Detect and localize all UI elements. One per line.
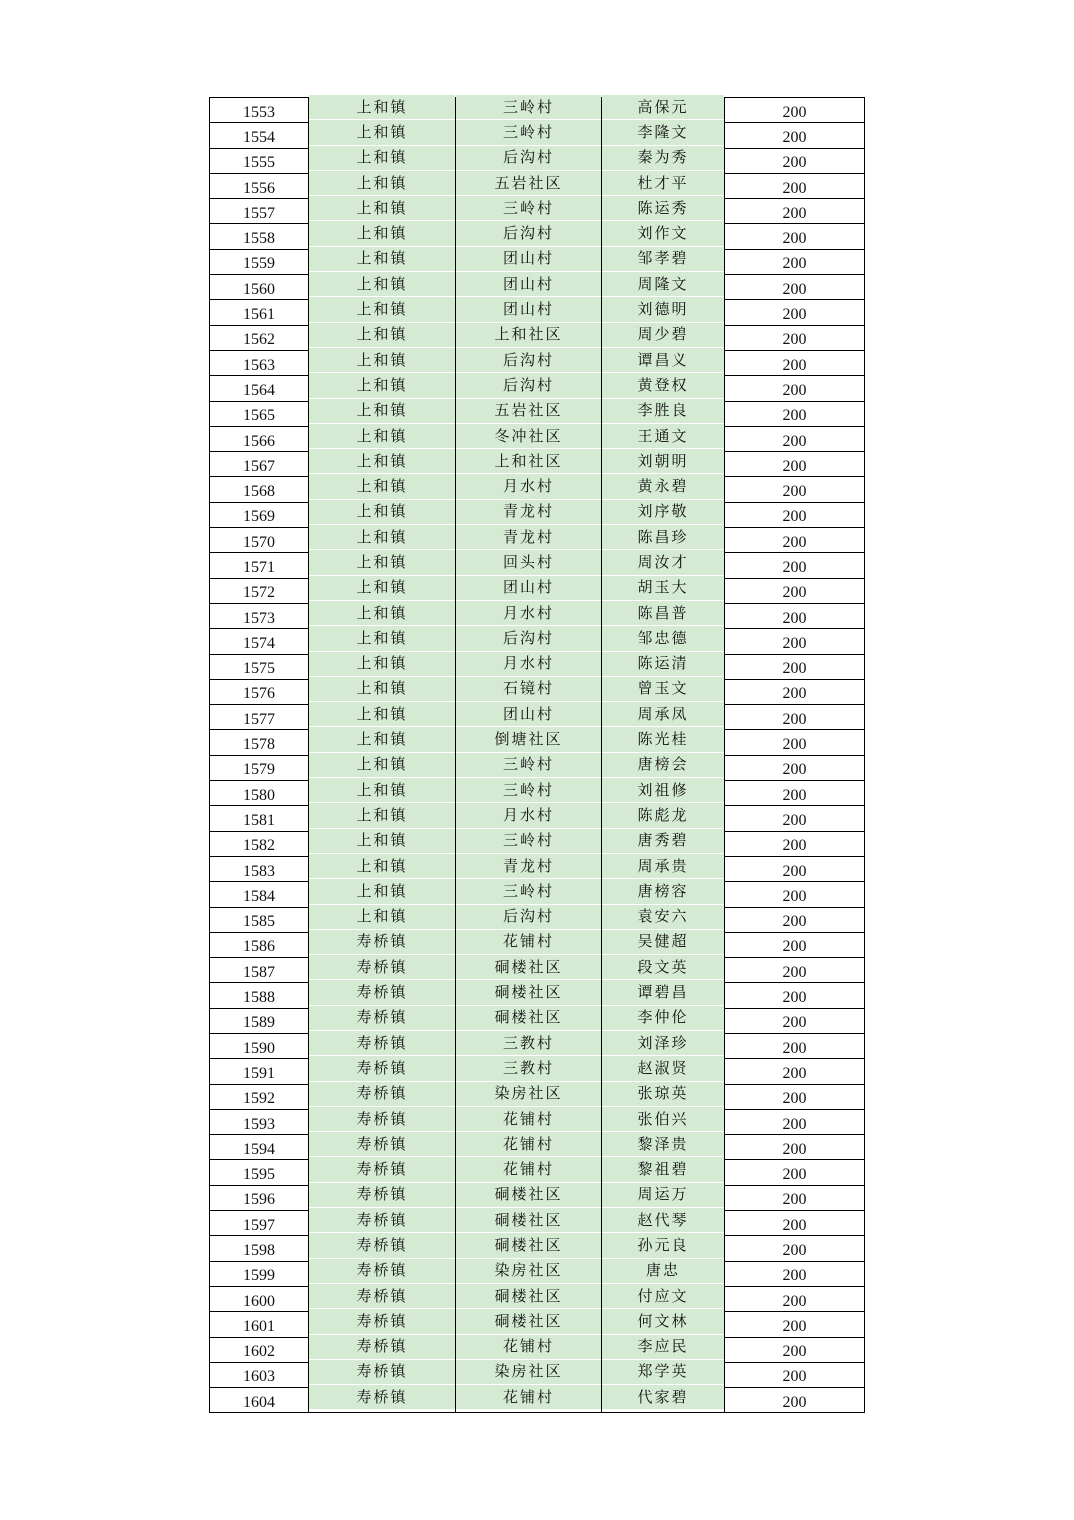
row-number-cell: 1587 (210, 960, 309, 985)
village-cell: 石镜村 (456, 676, 602, 701)
row-number-cell: 1558 (210, 226, 309, 251)
town-cell: 上和镇 (309, 246, 456, 271)
town-cell: 上和镇 (309, 398, 456, 423)
row-number-cell: 1554 (210, 125, 309, 150)
town-cell: 上和镇 (309, 575, 456, 600)
town-cell: 寿桥镇 (309, 1030, 456, 1055)
village-cell: 三岭村 (456, 828, 602, 853)
amount-cell: 200 (725, 1187, 865, 1212)
row-number-cell: 1582 (210, 833, 309, 858)
amount-cell: 200 (725, 226, 865, 251)
amount-cell: 200 (725, 378, 865, 403)
amount-cell: 200 (725, 1314, 865, 1339)
amount-cell: 200 (725, 100, 865, 125)
town-cell: 上和镇 (309, 904, 456, 929)
name-cell: 黄永碧 (602, 474, 725, 499)
town-cell: 寿桥镇 (309, 1056, 456, 1081)
village-cell: 花铺村 (456, 1106, 602, 1131)
amount-cell: 200 (725, 1137, 865, 1162)
town-cell: 寿桥镇 (309, 1334, 456, 1359)
name-cell: 唐榜容 (602, 879, 725, 904)
town-cell: 寿桥镇 (309, 1106, 456, 1131)
village-cell: 三岭村 (456, 120, 602, 145)
amount-cell: 200 (725, 1390, 865, 1415)
amount-cell: 200 (725, 707, 865, 732)
town-cell: 上和镇 (309, 347, 456, 372)
village-cell: 后沟村 (456, 221, 602, 246)
name-cell: 李仲伦 (602, 1005, 725, 1030)
row-number-cell: 1577 (210, 707, 309, 732)
amount-cell: 200 (725, 479, 865, 504)
amount-cell: 200 (725, 884, 865, 909)
amount-cell: 200 (725, 504, 865, 529)
name-cell: 曾玉文 (602, 676, 725, 701)
amount-cell: 200 (725, 1086, 865, 1111)
amount-cell: 200 (725, 150, 865, 175)
row-number-cell: 1566 (210, 428, 309, 453)
amount-cell: 200 (725, 732, 865, 757)
table-body (210, 98, 865, 1413)
town-cell: 上和镇 (309, 221, 456, 246)
town-cell: 上和镇 (309, 651, 456, 676)
town-cell: 上和镇 (309, 676, 456, 701)
village-cell: 上和社区 (456, 322, 602, 347)
row-number-cell: 1556 (210, 175, 309, 200)
name-cell: 代家碧 (602, 1385, 725, 1410)
village-cell: 青龙村 (456, 525, 602, 550)
amount-cell: 200 (725, 125, 865, 150)
village-cell: 花铺村 (456, 1157, 602, 1182)
name-cell: 陈昌珍 (602, 525, 725, 550)
row-number-cell: 1565 (210, 403, 309, 428)
village-cell: 染房社区 (456, 1081, 602, 1106)
amount-cell: 200 (725, 833, 865, 858)
row-number-cell: 1585 (210, 909, 309, 934)
amount-cell: 200 (725, 1035, 865, 1060)
row-number-cell: 1573 (210, 605, 309, 630)
name-cell: 王通文 (602, 423, 725, 448)
town-cell: 上和镇 (309, 879, 456, 904)
village-cell: 月水村 (456, 803, 602, 828)
amount-cell: 200 (725, 985, 865, 1010)
town-cell: 寿桥镇 (309, 1385, 456, 1410)
name-cell: 段文英 (602, 955, 725, 980)
row-number-cell: 1589 (210, 1010, 309, 1035)
amount-cell: 200 (725, 428, 865, 453)
name-cell: 张琼英 (602, 1081, 725, 1106)
name-cell: 赵代琴 (602, 1208, 725, 1233)
village-cell: 三教村 (456, 1056, 602, 1081)
row-number-cell: 1586 (210, 934, 309, 959)
row-number-cell: 1600 (210, 1288, 309, 1313)
name-cell: 周承贵 (602, 853, 725, 878)
village-cell: 花铺村 (456, 1132, 602, 1157)
amount-cell: 200 (725, 1288, 865, 1313)
village-cell: 花铺村 (456, 929, 602, 954)
town-cell: 上和镇 (309, 322, 456, 347)
row-number-cell: 1572 (210, 580, 309, 605)
village-cell: 硐楼社区 (456, 1208, 602, 1233)
row-number-cell: 1593 (210, 1111, 309, 1136)
town-cell: 上和镇 (309, 272, 456, 297)
village-cell: 冬冲社区 (456, 423, 602, 448)
row-number-cell: 1591 (210, 1061, 309, 1086)
name-cell: 唐榜会 (602, 752, 725, 777)
village-cell: 硐楼社区 (456, 1005, 602, 1030)
name-cell: 谭碧昌 (602, 980, 725, 1005)
amount-cell: 200 (725, 352, 865, 377)
town-cell: 寿桥镇 (309, 1309, 456, 1334)
village-cell: 月水村 (456, 600, 602, 625)
row-number-cell: 1563 (210, 352, 309, 377)
town-cell: 寿桥镇 (309, 1359, 456, 1384)
name-cell: 黎泽贵 (602, 1132, 725, 1157)
village-cell: 硐楼社区 (456, 1233, 602, 1258)
row-number-cell: 1604 (210, 1390, 309, 1415)
village-cell: 硐楼社区 (456, 980, 602, 1005)
town-cell: 上和镇 (309, 120, 456, 145)
town-cell: 上和镇 (309, 803, 456, 828)
name-cell: 袁安六 (602, 904, 725, 929)
row-number-cell: 1579 (210, 757, 309, 782)
village-cell: 五岩社区 (456, 398, 602, 423)
name-cell: 刘祖修 (602, 778, 725, 803)
amount-cell: 200 (725, 327, 865, 352)
town-cell: 上和镇 (309, 702, 456, 727)
town-cell: 上和镇 (309, 449, 456, 474)
name-cell: 唐秀碧 (602, 828, 725, 853)
row-number-cell: 1588 (210, 985, 309, 1010)
row-number-cell: 1599 (210, 1263, 309, 1288)
amount-cell: 200 (725, 1213, 865, 1238)
row-number-cell: 1578 (210, 732, 309, 757)
village-cell: 后沟村 (456, 347, 602, 372)
town-cell: 寿桥镇 (309, 955, 456, 980)
row-number-cell: 1576 (210, 681, 309, 706)
amount-cell: 200 (725, 277, 865, 302)
town-cell: 寿桥镇 (309, 929, 456, 954)
name-cell: 刘序敬 (602, 499, 725, 524)
row-number-cell: 1575 (210, 656, 309, 681)
name-cell: 周运万 (602, 1182, 725, 1207)
amount-cell: 200 (725, 934, 865, 959)
town-cell: 上和镇 (309, 499, 456, 524)
village-cell: 后沟村 (456, 626, 602, 651)
name-cell: 刘朝明 (602, 449, 725, 474)
name-cell: 周隆文 (602, 272, 725, 297)
village-cell: 团山村 (456, 575, 602, 600)
village-cell: 硐楼社区 (456, 955, 602, 980)
name-cell: 周承凤 (602, 702, 725, 727)
village-cell: 染房社区 (456, 1359, 602, 1384)
name-cell: 何文林 (602, 1309, 725, 1334)
row-number-cell: 1592 (210, 1086, 309, 1111)
village-cell: 后沟村 (456, 904, 602, 929)
amount-cell: 200 (725, 1364, 865, 1389)
amount-cell: 200 (725, 175, 865, 200)
name-cell: 刘作文 (602, 221, 725, 246)
village-cell: 青龙村 (456, 499, 602, 524)
town-cell: 上和镇 (309, 423, 456, 448)
village-cell: 团山村 (456, 246, 602, 271)
town-cell: 寿桥镇 (309, 1132, 456, 1157)
amount-cell: 200 (725, 201, 865, 226)
amount-cell: 200 (725, 302, 865, 327)
village-cell: 倒塘社区 (456, 727, 602, 752)
town-cell: 上和镇 (309, 727, 456, 752)
row-number-cell: 1559 (210, 251, 309, 276)
town-cell: 上和镇 (309, 600, 456, 625)
village-cell: 后沟村 (456, 145, 602, 170)
town-cell: 寿桥镇 (309, 1283, 456, 1308)
name-cell: 秦为秀 (602, 145, 725, 170)
row-number-cell: 1569 (210, 504, 309, 529)
amount-cell: 200 (725, 808, 865, 833)
table-row (210, 1388, 865, 1413)
row-number-cell: 1580 (210, 783, 309, 808)
row-number-cell: 1583 (210, 858, 309, 883)
town-cell: 寿桥镇 (309, 1081, 456, 1106)
row-number-cell: 1595 (210, 1162, 309, 1187)
town-cell: 上和镇 (309, 196, 456, 221)
row-number-cell: 1602 (210, 1339, 309, 1364)
amount-cell: 200 (725, 1263, 865, 1288)
town-cell: 寿桥镇 (309, 1005, 456, 1030)
amount-cell: 200 (725, 403, 865, 428)
row-number-cell: 1601 (210, 1314, 309, 1339)
village-cell: 硐楼社区 (456, 1283, 602, 1308)
town-cell: 上和镇 (309, 626, 456, 651)
amount-cell: 200 (725, 251, 865, 276)
row-number-cell: 1590 (210, 1035, 309, 1060)
village-cell: 三岭村 (456, 879, 602, 904)
row-number-cell: 1560 (210, 277, 309, 302)
name-cell: 陈昌普 (602, 600, 725, 625)
village-cell: 后沟村 (456, 373, 602, 398)
town-cell: 寿桥镇 (309, 1157, 456, 1182)
row-number-cell: 1598 (210, 1238, 309, 1263)
name-cell: 李应民 (602, 1334, 725, 1359)
row-number-cell: 1561 (210, 302, 309, 327)
row-number-cell: 1568 (210, 479, 309, 504)
town-cell: 上和镇 (309, 170, 456, 195)
town-cell: 寿桥镇 (309, 1182, 456, 1207)
row-number-cell: 1603 (210, 1364, 309, 1389)
name-cell: 陈运清 (602, 651, 725, 676)
village-cell: 三岭村 (456, 778, 602, 803)
amount-cell: 200 (725, 530, 865, 555)
amount-cell: 200 (725, 1162, 865, 1187)
amount-cell: 200 (725, 858, 865, 883)
amount-cell: 200 (725, 580, 865, 605)
name-cell: 郑学英 (602, 1359, 725, 1384)
name-cell: 邹孝碧 (602, 246, 725, 271)
amount-cell: 200 (725, 1061, 865, 1086)
name-cell: 黎祖碧 (602, 1157, 725, 1182)
name-cell: 李胜良 (602, 398, 725, 423)
name-cell: 赵淑贤 (602, 1056, 725, 1081)
village-cell: 团山村 (456, 272, 602, 297)
name-cell: 陈光桂 (602, 727, 725, 752)
town-cell: 寿桥镇 (309, 1208, 456, 1233)
name-cell: 张伯兴 (602, 1106, 725, 1131)
village-cell: 团山村 (456, 702, 602, 727)
town-cell: 寿桥镇 (309, 980, 456, 1005)
amount-cell: 200 (725, 681, 865, 706)
town-cell: 上和镇 (309, 778, 456, 803)
town-cell: 上和镇 (309, 474, 456, 499)
row-number-cell: 1571 (210, 555, 309, 580)
name-cell: 刘德明 (602, 297, 725, 322)
amount-cell: 200 (725, 1111, 865, 1136)
row-number-cell: 1564 (210, 378, 309, 403)
village-cell: 三岭村 (456, 95, 602, 120)
name-cell: 唐忠 (602, 1258, 725, 1283)
village-cell: 三岭村 (456, 752, 602, 777)
amount-cell: 200 (725, 555, 865, 580)
amount-cell: 200 (725, 960, 865, 985)
name-cell: 孙元良 (602, 1233, 725, 1258)
town-cell: 上和镇 (309, 853, 456, 878)
name-cell: 高保元 (602, 95, 725, 120)
village-cell: 花铺村 (456, 1334, 602, 1359)
town-cell: 上和镇 (309, 145, 456, 170)
amount-cell: 200 (725, 454, 865, 479)
name-cell: 胡玉大 (602, 575, 725, 600)
village-cell: 硐楼社区 (456, 1182, 602, 1207)
town-cell: 寿桥镇 (309, 1258, 456, 1283)
village-cell: 青龙村 (456, 853, 602, 878)
village-cell: 三岭村 (456, 196, 602, 221)
row-number-cell: 1562 (210, 327, 309, 352)
amount-cell: 200 (725, 783, 865, 808)
row-number-cell: 1570 (210, 530, 309, 555)
name-cell: 杜才平 (602, 170, 725, 195)
name-cell: 刘泽珍 (602, 1030, 725, 1055)
name-cell: 付应文 (602, 1283, 725, 1308)
village-cell: 五岩社区 (456, 170, 602, 195)
row-number-cell: 1567 (210, 454, 309, 479)
name-cell: 李隆文 (602, 120, 725, 145)
amount-cell: 200 (725, 1238, 865, 1263)
name-cell: 邹忠德 (602, 626, 725, 651)
row-number-cell: 1597 (210, 1213, 309, 1238)
amount-cell: 200 (725, 1339, 865, 1364)
town-cell: 上和镇 (309, 550, 456, 575)
village-cell: 回头村 (456, 550, 602, 575)
village-cell: 上和社区 (456, 449, 602, 474)
town-cell: 上和镇 (309, 828, 456, 853)
row-number-cell: 1581 (210, 808, 309, 833)
name-cell: 陈运秀 (602, 196, 725, 221)
name-cell: 周少碧 (602, 322, 725, 347)
village-cell: 花铺村 (456, 1385, 602, 1410)
village-cell: 硐楼社区 (456, 1309, 602, 1334)
row-number-cell: 1594 (210, 1137, 309, 1162)
row-number-cell: 1555 (210, 150, 309, 175)
town-cell: 上和镇 (309, 297, 456, 322)
village-cell: 染房社区 (456, 1258, 602, 1283)
town-cell: 上和镇 (309, 95, 456, 120)
row-number-cell: 1596 (210, 1187, 309, 1212)
subsidy-table (209, 97, 865, 1413)
town-cell: 上和镇 (309, 525, 456, 550)
name-cell: 黄登权 (602, 373, 725, 398)
amount-cell: 200 (725, 1010, 865, 1035)
amount-cell: 200 (725, 605, 865, 630)
row-number-cell: 1553 (210, 100, 309, 125)
name-cell: 吴健超 (602, 929, 725, 954)
name-cell: 周汝才 (602, 550, 725, 575)
town-cell: 上和镇 (309, 752, 456, 777)
village-cell: 月水村 (456, 474, 602, 499)
row-number-cell: 1584 (210, 884, 309, 909)
name-cell: 陈彪龙 (602, 803, 725, 828)
name-cell: 谭昌义 (602, 347, 725, 372)
row-number-cell: 1574 (210, 631, 309, 656)
row-number-cell: 1557 (210, 201, 309, 226)
amount-cell: 200 (725, 631, 865, 656)
amount-cell: 200 (725, 757, 865, 782)
village-cell: 三教村 (456, 1030, 602, 1055)
amount-cell: 200 (725, 909, 865, 934)
town-cell: 上和镇 (309, 373, 456, 398)
village-cell: 团山村 (456, 297, 602, 322)
amount-cell: 200 (725, 656, 865, 681)
town-cell: 寿桥镇 (309, 1233, 456, 1258)
village-cell: 月水村 (456, 651, 602, 676)
